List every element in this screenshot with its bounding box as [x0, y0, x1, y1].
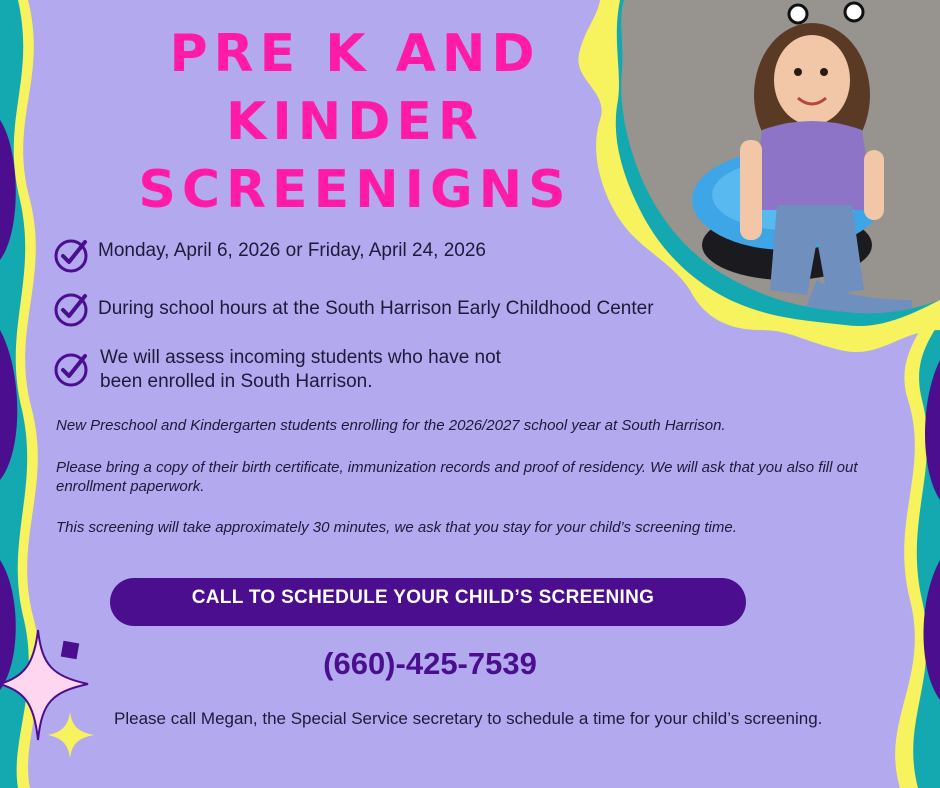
- info-paragraph-enrollment: New Preschool and Kindergarten students enrolling for the 2026/2027 school year at South Harrison.: [56, 417, 726, 434]
- contact-note: Please call Megan, the Special Service secretary to schedule a time for your child’s screening.: [114, 709, 823, 728]
- info-paragraph-documents: Please bring a copy of their birth certificate, immunization records and proof of residency. We will ask that you also fill out enrollment paperwork.: [56, 459, 858, 495]
- page-title: [120, 20, 590, 224]
- info-paragraph-duration: This screening will take approximately 30 minutes, we ask that you stay for your child’s screening time.: [56, 519, 737, 536]
- title-line-1: PRE K AND: [169, 24, 541, 84]
- checkmark-circle-icon: [52, 350, 90, 388]
- title-line-3: SCREENIGNS: [138, 160, 572, 220]
- detail-text: [100, 346, 501, 394]
- schedule-call-banner: [110, 578, 746, 626]
- detail-item-location: [52, 290, 654, 328]
- detail-text-line-2: been enrolled in South Harrison.: [100, 371, 373, 392]
- detail-item-assessment: [52, 347, 501, 394]
- checkmark-circle-icon: [52, 290, 90, 328]
- detail-text: Monday, April 6, 2026 or Friday, April 24, 2026: [98, 240, 486, 261]
- child-photo: [612, 0, 940, 316]
- detail-text: During school hours at the South Harrison Early Childhood Center: [98, 298, 654, 319]
- detail-text-line-1: We will assess incoming students who have not: [100, 347, 501, 368]
- phone-number: (660)-425-7539: [323, 646, 537, 681]
- child-photo-image: [612, 0, 940, 316]
- checkmark-circle-icon: [52, 236, 90, 274]
- schedule-call-label: CALL TO SCHEDULE YOUR CHILD’S SCREENING: [191, 587, 655, 608]
- title-line-2: KINDER: [226, 92, 484, 152]
- detail-item-dates: [52, 236, 486, 274]
